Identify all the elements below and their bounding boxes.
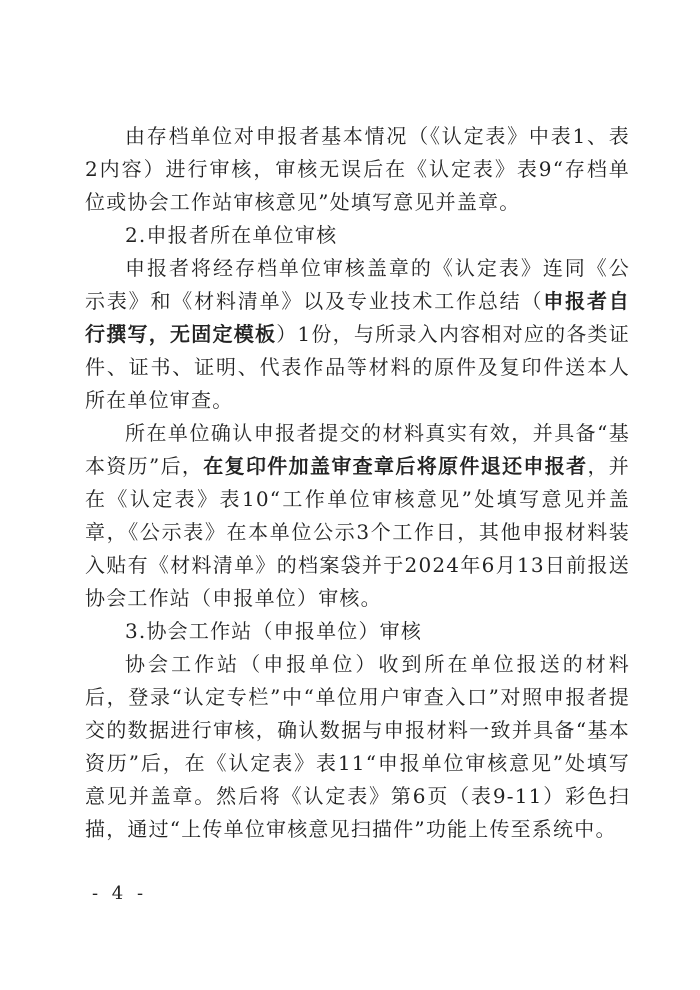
section-heading-association-review: 3.协会工作站（申报单位）审核 [125, 619, 423, 643]
paragraph-archive-review: 由存档单位对申报者基本情况（《认定表》中表1、表2内容）进行审核，审核无误后在《认定表》表9“存档单位或协会工作站审核意见”处填写意见并盖章。 [85, 124, 630, 214]
paragraph-employer-confirmation [85, 417, 630, 615]
paragraph-text-start: 所在单位确认申报者提交的材料真实有效，并具备“基本资历”后， [85, 421, 630, 478]
page-number: - 4 - [92, 883, 148, 904]
bold-emphasis-return-originals: 在复印件加盖审查章后将原件退还申报者 [203, 454, 588, 478]
paragraph-text-start: 申报者将经存档单位审核盖章的《认定表》连同《公示表》和《材料清单》以及专业技术工作总结（ [85, 256, 630, 313]
paragraph-submission-materials [85, 252, 630, 417]
paragraph-text-end: ）1份，与所录入内容相对应的各类证件、证书、证明、代表作品等材料的原件及复印件送本人所在单位审查。 [85, 322, 630, 412]
section-heading-employer-review: 2.申报者所在单位审核 [125, 223, 338, 247]
paragraph-association-review: 协会工作站（申报单位）收到所在单位报送的材料后，登录“认定专栏”中“单位用户审查入口”对照申报者提交的数据进行审核，确认数据与申报材料一致并具备“基本资历”后，在《认定表》表11“申报单位审核意见”处填写意见并盖章。然后将《认定表》第6页（表9-11）彩色扫描，通过“上传单位审核意见扫描件”功能上传至系统中。 [85, 652, 630, 841]
paragraph-text-end: ，并在《认定表》表10“工作单位审核意见”处填写意见并盖章，《公示表》在本单位公示3个工作日，其他申报材料装入贴有《材料清单》的档案袋并于2024年6月13日前报送协会工作站（申报单位）审核。 [85, 454, 630, 610]
bold-emphasis-no-template: 申报者自行撰写，无固定模板 [85, 289, 630, 346]
document-body [85, 120, 630, 846]
